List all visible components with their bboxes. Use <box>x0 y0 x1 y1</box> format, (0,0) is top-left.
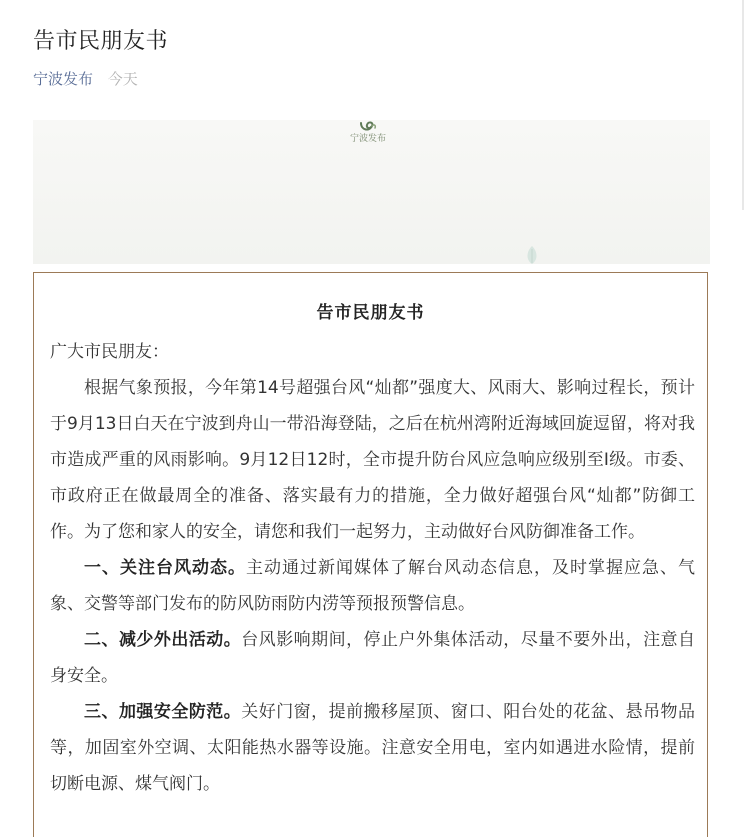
letter-body <box>50 334 695 802</box>
letter-box <box>33 272 708 837</box>
banner-logo-text: 宁波发布 <box>349 134 386 144</box>
letter-title: 告市民朋友书 <box>316 303 425 323</box>
header-banner-image <box>33 120 710 264</box>
letter-item-3-heading: 三、加强安全防范。 <box>84 702 242 722</box>
article-title: 告市民朋友书 <box>33 29 169 54</box>
letter-item-1-text: 主动通过新闻媒体了解台风动态信息，及时掌握应急、气象、交警等部门发布的防风防雨防内涝等预报预警信息。 <box>50 558 695 614</box>
letter-salutation: 广大市民朋友： <box>50 342 169 362</box>
article-meta <box>33 68 138 89</box>
account-name-link[interactable]: 宁波发布 <box>33 70 94 88</box>
letter-item-2 <box>50 622 695 694</box>
publish-date: 今天 <box>107 70 138 88</box>
letter-item-2-text: 台风影响期间，停止户外集体活动，尽量不要外出，注意自身安全。 <box>50 630 696 686</box>
ningbo-release-logo-icon <box>357 120 379 134</box>
banner-logo <box>338 120 398 146</box>
letter-item-1-heading: 一、关注台风动态。 <box>84 558 246 578</box>
letter-item-2-heading: 二、减少外出活动。 <box>84 630 242 650</box>
letter-intro-paragraph: 根据气象预报，今年第14号超强台风“灿都”强度大、风雨大、影响过程长，预计于9月13日白天在宁波到舟山一带沿海登陆，之后在杭州湾附近海域回旋逗留，将对我市造成严重的风雨影响。9月12日12时，全市提升防台风应急响应级别至Ⅰ级。市委、市政府正在做最周全的准备、落实最有力的措施，全力做好超强台风“灿都”防御工作。为了您和家人的安全，请您和我们一起努力，主动做好台风防御准备工作。 <box>50 378 695 542</box>
letter-item-3 <box>50 694 695 802</box>
letter-item-3-text: 关好门窗，提前搬移屋顶、窗口、阳台处的花盆、悬吊物品等，加固室外空调、太阳能热水器等设施。注意安全用电，室内如遇进水险情，提前切断电源、煤气阀门。 <box>50 702 696 794</box>
letter-item-1 <box>50 550 695 622</box>
leaf-decoration-icon <box>525 246 539 264</box>
